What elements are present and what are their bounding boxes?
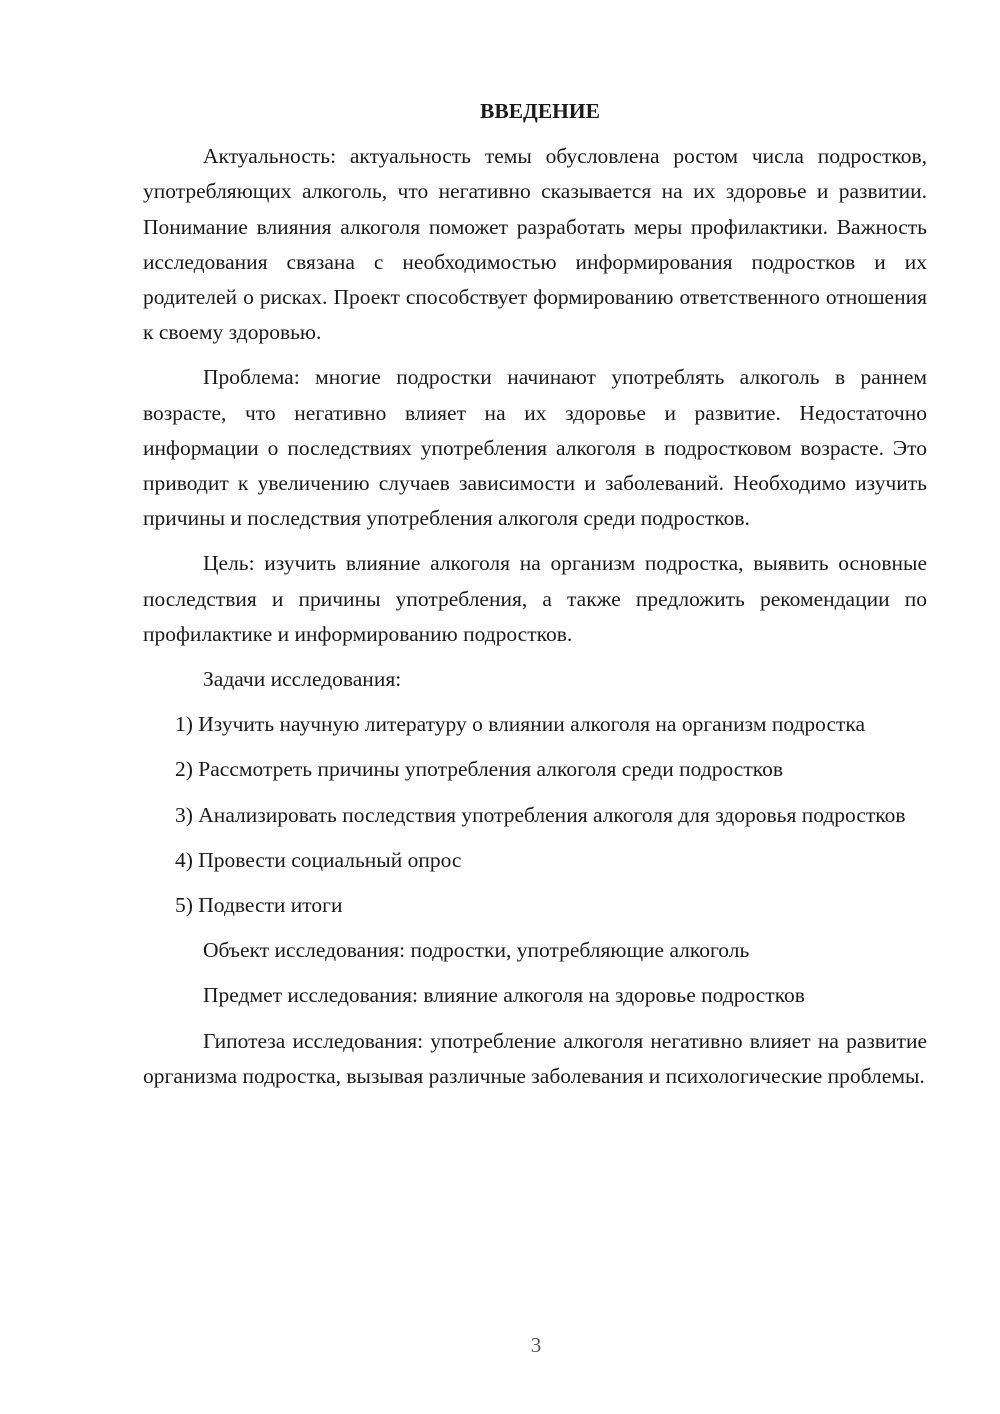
goal-paragraph: Цель: изучить влияние алкоголя на организм подростка, выявить основные последствия и причины употребления, а также предложить рекомендации по профилактике и информированию подростков.: [143, 551, 927, 646]
page-title: ВВЕДЕНИЕ: [480, 99, 600, 123]
problem-paragraph: Проблема: многие подростки начинают употреблять алкоголь в раннем возрасте, что негативно влияет на их здоровье и развитие. Недостаточно информации о последствиях употребления алкоголя в подростковом возрасте. Это приводит к увеличению случаев зависимости и заболеваний. Необходимо изучить причины и последствия употребления алкоголя среди подростков.: [143, 365, 927, 531]
tasks-heading: Задачи исследования:: [203, 667, 402, 692]
page-number: 3: [530, 1333, 542, 1357]
task-item-1: 1) Изучить научную литературу о влиянии алкоголя на организм подростка: [175, 712, 866, 737]
hypothesis-paragraph: Гипотеза исследования: употребление алкоголя негативно влияет на развитие организма подростка, вызывая различные заболевания и психологические проблемы.: [143, 1028, 927, 1088]
task-item-3: 3) Анализировать последствия употребления алкоголя для здоровья подростков: [175, 802, 906, 827]
subject-paragraph: Предмет исследования: влияние алкоголя на здоровье подростков: [203, 983, 805, 1008]
task-item-5: 5) Подвести итоги: [175, 893, 343, 918]
document-page: [143, 94, 927, 1104]
task-item-4: 4) Провести социальный опрос: [175, 847, 462, 872]
relevance-paragraph: Актуальность: актуальность темы обусловлена ростом числа подростков, употребляющих алкоголь, что негативно сказывается на их здоровье и развитии. Понимание влияния алкоголя поможет разработать меры профилактики. Важность исследования связана с необходимостью информирования подростков и их родителей о рисках. Проект способствует формированию ответственного отношения к своему здоровью.: [143, 144, 927, 345]
object-paragraph: Объект исследования: подростки, употребляющие алкоголь: [203, 938, 750, 963]
task-item-2: 2) Рассмотреть причины употребления алкоголя среди подростков: [175, 757, 783, 782]
